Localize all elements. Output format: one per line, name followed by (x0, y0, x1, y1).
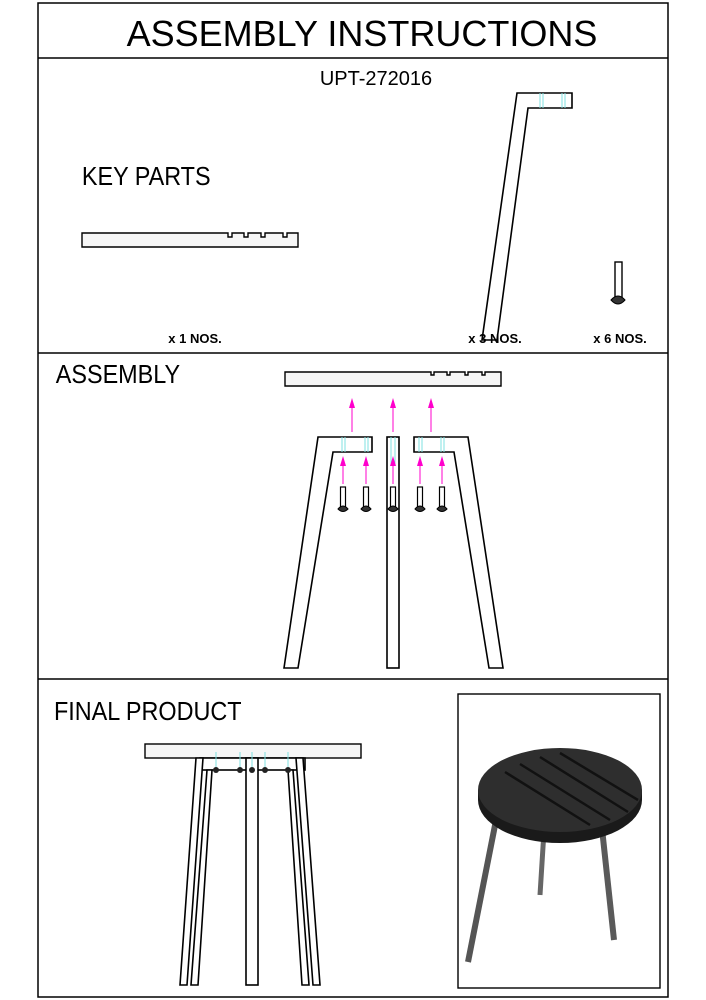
screw-qty: x 6 NOS. (593, 331, 647, 346)
screw-icon (415, 487, 425, 512)
screw-icon (361, 487, 371, 512)
assembly-screws (338, 487, 447, 512)
arrow-up-icon (439, 456, 445, 484)
arrow-up-icon (340, 456, 346, 484)
screw-part (611, 262, 625, 304)
arrow-up-icon (428, 398, 434, 432)
key-parts-heading: KEY PARTS (81, 162, 211, 192)
assembly-heading: ASSEMBLY (55, 360, 181, 390)
page-title: ASSEMBLY INSTRUCTIONS (126, 13, 598, 54)
arrow-up-icon (390, 398, 396, 432)
leg-part (482, 93, 572, 340)
arrow-up-icon (349, 398, 355, 432)
screw-icon (338, 487, 348, 512)
model-number: UPT-272016 (319, 68, 433, 90)
arrow-up-icon (363, 456, 369, 484)
final-drawing (145, 744, 361, 985)
assembly-tabletop (285, 372, 501, 386)
leg-qty: x 3 NOS. (468, 331, 522, 346)
tabletop-part (82, 233, 298, 247)
screw-icon (437, 487, 447, 512)
final-product-heading: FINAL PRODUCT (54, 697, 242, 727)
tabletop-qty: x 1 NOS. (168, 331, 222, 346)
arrow-up-icon (417, 456, 423, 484)
